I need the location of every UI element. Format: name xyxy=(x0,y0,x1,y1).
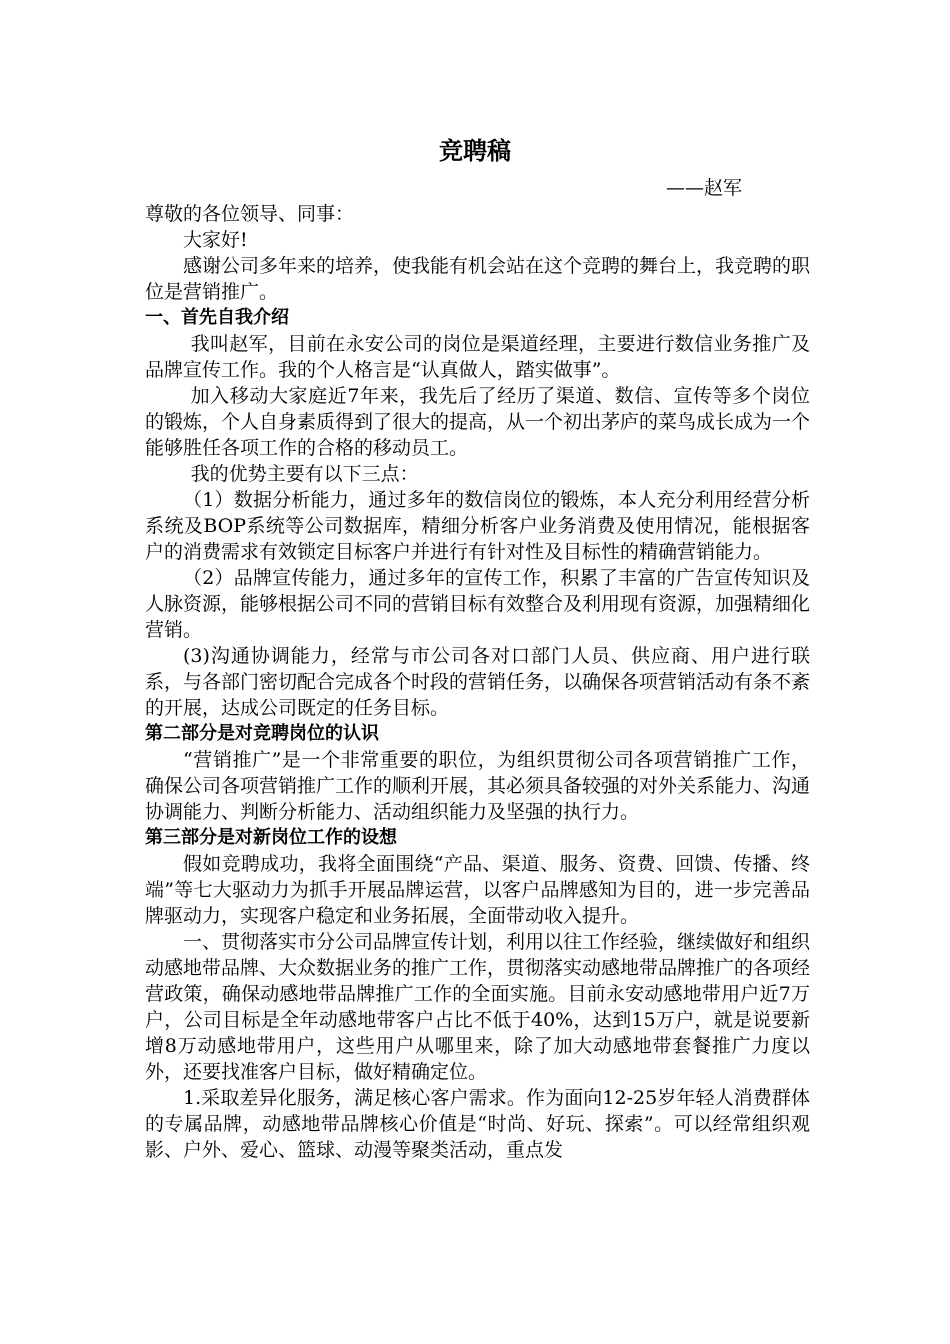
document-author: ——赵军 xyxy=(666,177,743,199)
paragraph: （1）数据分析能力，通过多年的数信岗位的锻炼，本人充分利用经营分析系统及BOP系统等公司数据库，精细分析客户业务消费及使用情况，能根据客户的消费需求有效锁定目标客户并进行有针对性及目标性的精确营销能力。 xyxy=(145,489,810,563)
paragraph: (3)沟通协调能力，经常与市公司各对口部门人员、供应商、用户进行联系，与各部门密切配合完成各个时段的营销任务，以确保各项营销活动有条不紊的开展，达成公司既定的任务目标。 xyxy=(145,645,811,719)
paragraph: 假如竞聘成功，我将全面围绕“产品、渠道、服务、资费、回馈、传播、终端”等七大驱动力为抓手开展品牌运营，以客户品牌感知为目的，进一步完善品牌驱动力，实现客户稳定和业务拓展，全面带动收入提升。 xyxy=(145,853,810,927)
section-heading: 第二部分是对竞聘岗位的认识 xyxy=(145,723,379,744)
paragraph: 一、贯彻落实市分公司品牌宣传计划，利用以往工作经验，继续做好和组织动感地带品牌、大众数据业务的推广工作，贯彻落实动感地带品牌推广的各项经营政策，确保动感地带品牌推广工作的全面实施。目前永安动感地带用户近7万户，公司目标是全年动感地带客户占比不低于40%，达到15万户，就是说要新增8万动感地带用户，这些用户从哪里来，除了加大动感地带套餐推广力度以外，还要找准客户目标，做好精确定位。 xyxy=(145,931,811,1083)
paragraph: 我的优势主要有以下三点： xyxy=(190,463,419,485)
section-heading: 一、首先自我介绍 xyxy=(145,307,289,328)
paragraph: （2）品牌宣传能力，通过多年的宣传工作，积累了丰富的广告宣传知识及人脉资源，能够根据公司不同的营销目标有效整合及利用现有资源，加强精细化营销。 xyxy=(145,567,811,641)
intro-paragraph: 感谢公司多年来的培养，使我能有机会站在这个竞聘的舞台上，我竞聘的职位是营销推广。 xyxy=(145,255,811,303)
paragraph: 我叫赵军，目前在永安公司的岗位是渠道经理，主要进行数信业务推广及品牌宣传工作。我的个人格言是“认真做人，踏实做事”。 xyxy=(145,333,810,381)
paragraph: “营销推广”是一个非常重要的职位，为组织贯彻公司各项营销推广工作，确保公司各项营销推广工作的顺利开展，其必须具备较强的对外关系能力、沟通协调能力、判断分析能力、活动组织能力及坚强的执行力。 xyxy=(145,749,811,823)
paragraph: 加入移动大家庭近7年来，我先后了经历了渠道、数信、宣传等多个岗位的锻炼，个人自身素质得到了很大的提高，从一个初出茅庐的菜鸟成长成为一个能够胜任各项工作的合格的移动员工。 xyxy=(145,385,811,459)
salutation: 尊敬的各位领导、同事： xyxy=(145,203,355,225)
document-body xyxy=(145,201,810,1163)
paragraph: 1.采取差异化服务，满足核心客户需求。作为面向12-25岁年轻人消费群体的专属品牌，动感地带品牌核心价值是“时尚、好玩、探索”。可以经常组织观影、户外、爱心、篮球、动漫等聚类活动，重点发 xyxy=(145,1087,810,1161)
section-heading: 第三部分是对新岗位工作的设想 xyxy=(145,827,397,848)
greeting: 大家好! xyxy=(183,229,248,251)
document-title: 竞聘稿 xyxy=(439,137,511,165)
